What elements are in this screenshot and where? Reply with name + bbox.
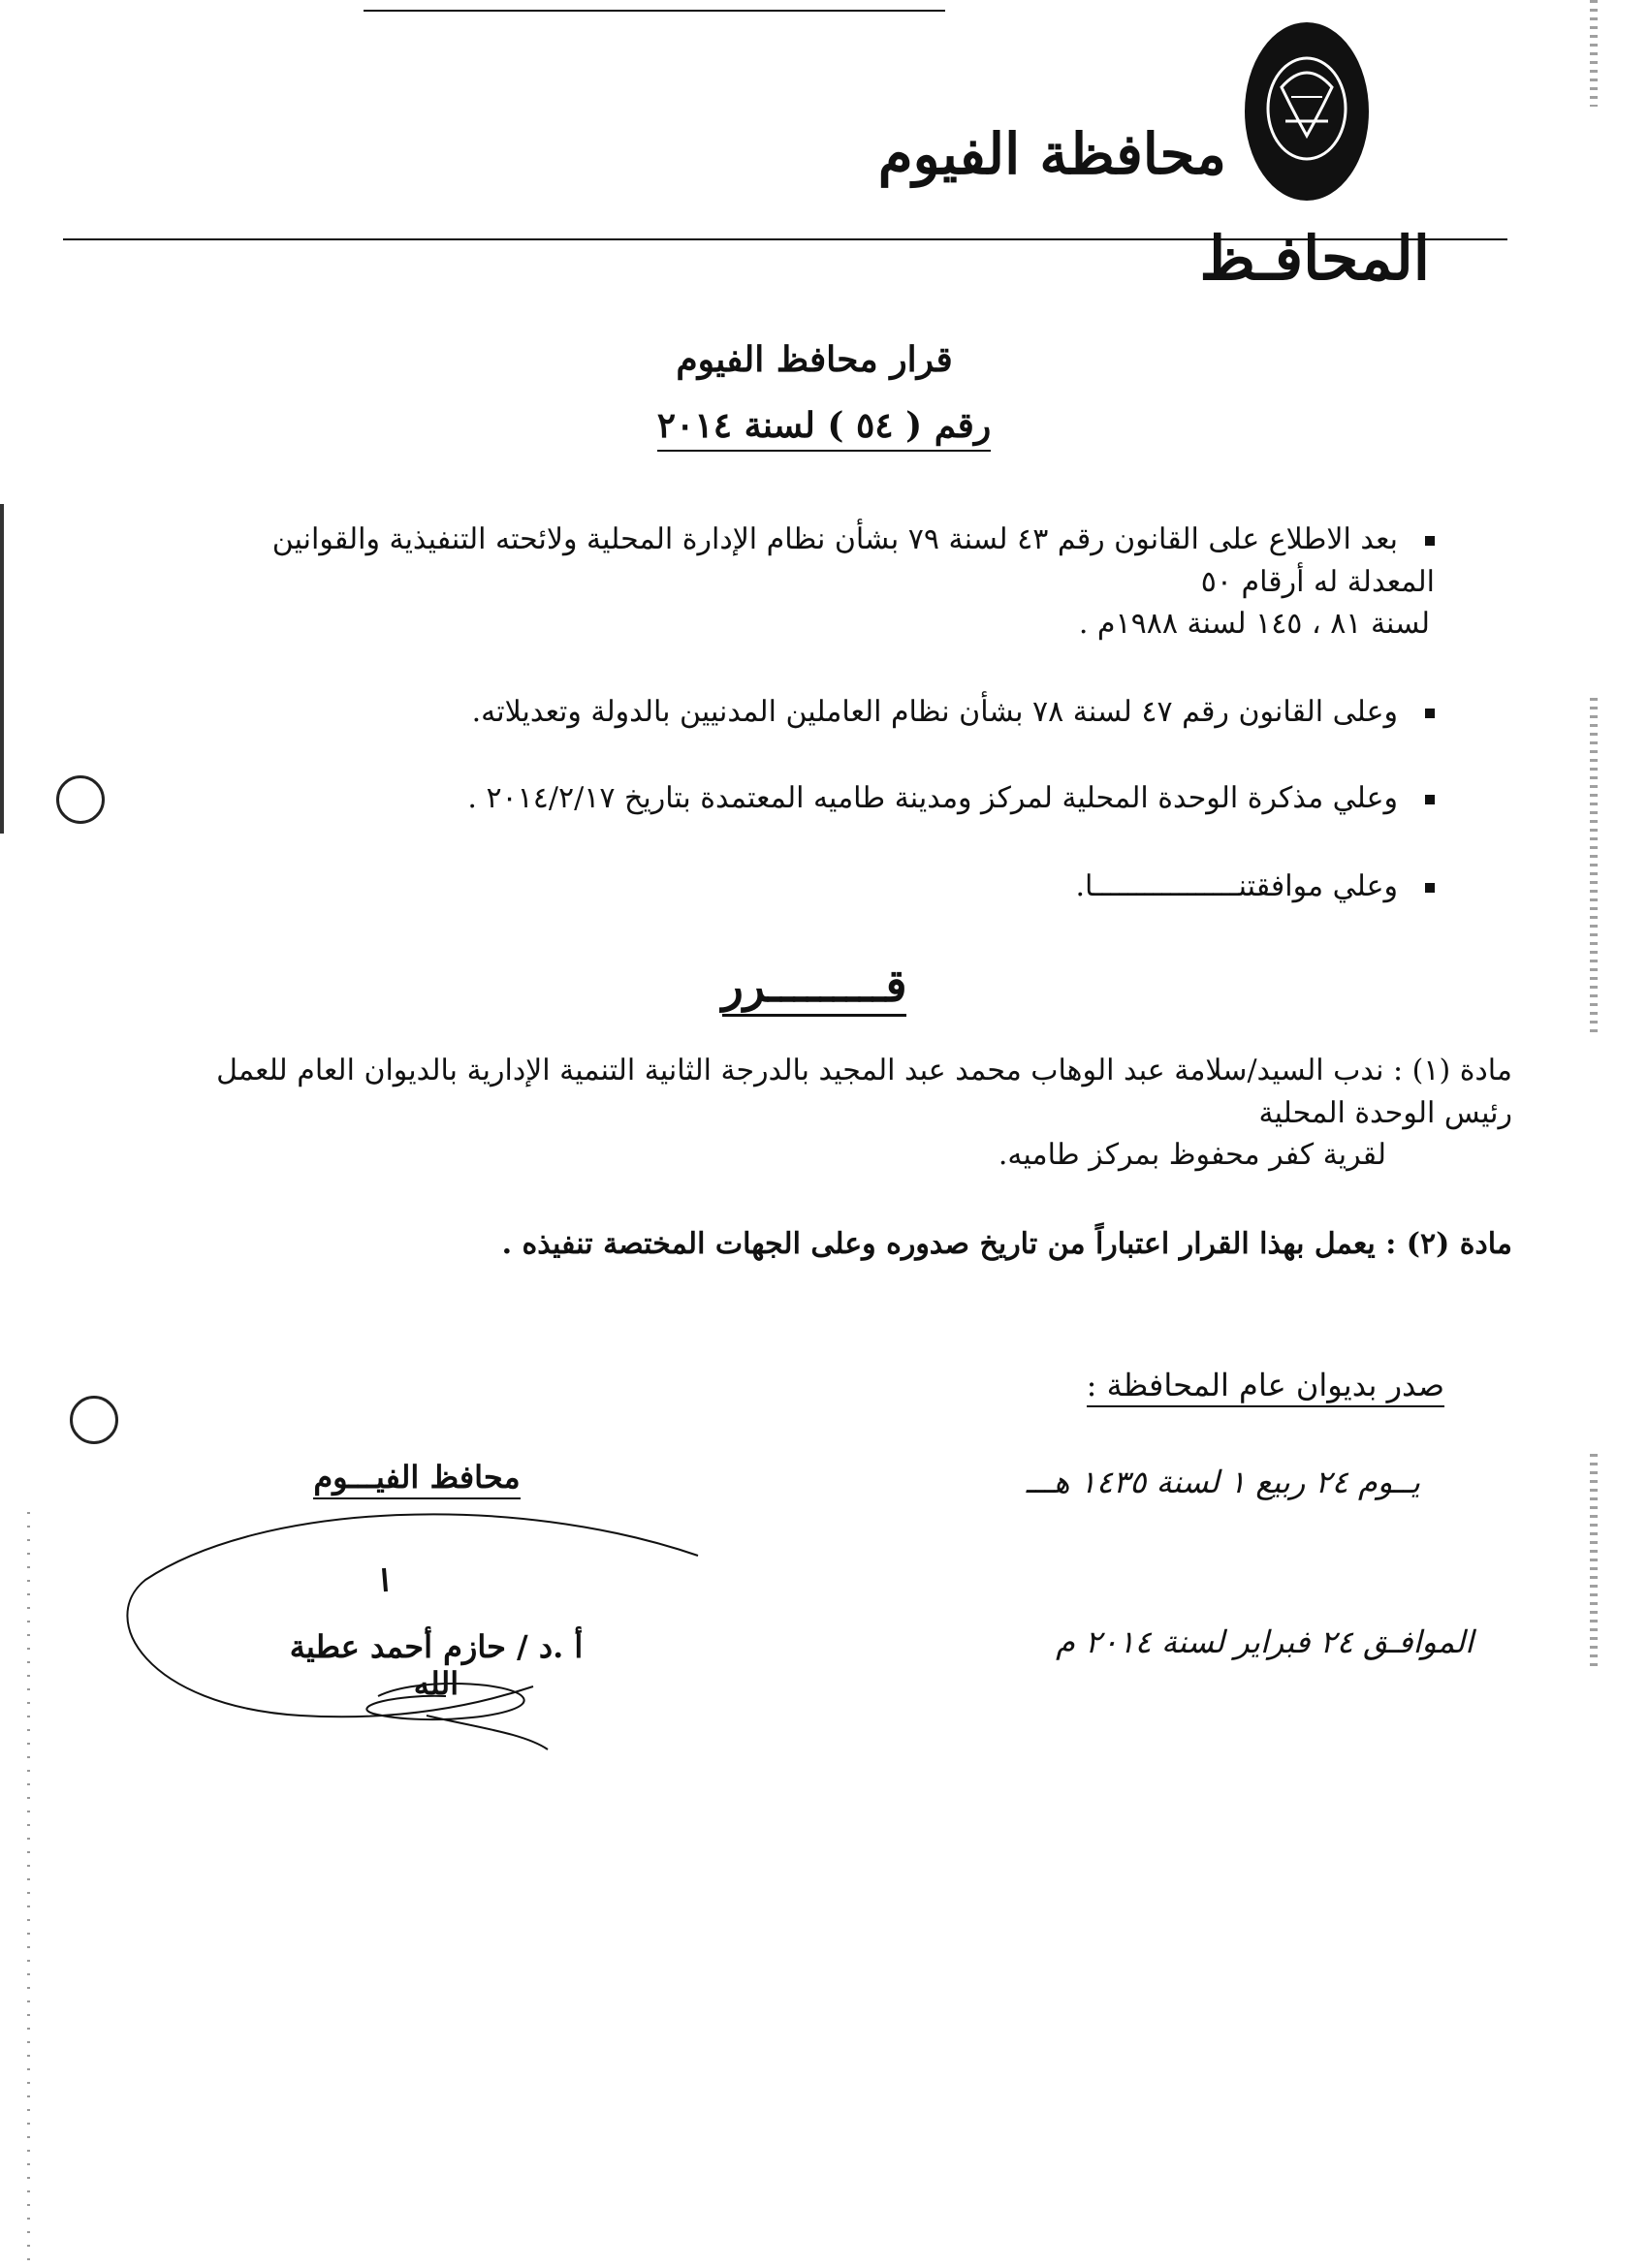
gregorian-date: الموافـق ٢٤ فبراير لسنة ٢٠١٤ م	[1056, 1623, 1474, 1660]
signatory-name: أ .د / حازم أحمد عطية الله	[289, 1628, 584, 1702]
signature-title: محافظ الفيـــوم	[313, 1459, 520, 1499]
top-scan-line	[364, 10, 945, 12]
governor-title: المحافـظ	[1199, 223, 1430, 294]
preamble-continuation: لسنة ٨١ ، ١٤٥ لسنة ١٩٨٨م .	[1078, 607, 1430, 641]
article-2: مادة (٢) : يعمل بهذا القرار اعتباراً من تاريخ صدوره وعلى الجهات المختصة تنفيذه .	[501, 1227, 1512, 1261]
bullet-square-icon	[1425, 795, 1435, 804]
decree-title: قرار محافظ الفيوم	[676, 339, 953, 380]
bullet-square-icon	[1425, 883, 1435, 893]
preamble-item	[213, 866, 1435, 908]
preamble-text: وعلى القانون رقم ٤٧ لسنة ٧٨ بشأن نظام العاملين المدنيين بالدولة وتعديلاته.	[471, 695, 1398, 729]
bullet-square-icon	[1425, 709, 1435, 718]
decision-heading: قـــــــــرر	[722, 960, 907, 1017]
article-1-continuation: لقرية كفر محفوظ بمركز طاميه.	[998, 1138, 1386, 1172]
article-1: مادة (١) : ندب السيد/سلامة عبد الوهاب محمد عبد المجيد بالدرجة الثانية التنمية الإدارية بالديوان العام للعمل رئيس الوحدة المحلية	[216, 1054, 1512, 1130]
governorate-name: محافظة الفيوم	[877, 121, 1226, 187]
bullet-square-icon	[1425, 536, 1435, 546]
preamble-item	[213, 777, 1435, 820]
hijri-date: يــوم ٢٤ ربيع ١ لسنة ١٤٣٥ هـــ	[1026, 1464, 1420, 1500]
decision-heading-wrap	[630, 960, 998, 1012]
scan-edge-mark	[1590, 698, 1598, 1037]
preamble-text: وعلي موافقتنـــــــــــــــــا.	[1075, 869, 1398, 903]
margin-stamp-mark	[70, 1396, 118, 1444]
issuance-label: صدر بديوان عام المحافظة :	[1087, 1367, 1444, 1407]
scan-edge-mark	[27, 1512, 30, 2268]
preamble-item	[213, 519, 1435, 604]
preamble-item	[213, 691, 1435, 734]
issuance-label-wrap	[863, 1367, 1444, 1403]
scan-edge-mark	[1590, 0, 1598, 107]
decree-number: رقم ( ٥٤ ) لسنة ٢٠١٤	[657, 405, 992, 452]
preamble-text: بعد الاطلاع على القانون رقم ٤٣ لسنة ٧٩ بشأن نظام الإدارة المحلية ولائحته التنفيذية والقوانين المعدلة له أرقام ٥٠	[271, 522, 1435, 599]
governorate-emblem	[1243, 19, 1371, 204]
scan-edge-mark	[1590, 1454, 1598, 1667]
preamble-text: وعلي مذكرة الوحدة المحلية لمركز ومدينة طاميه المعتمدة بتاريخ ٢٠١٤/٢/١٧ .	[467, 781, 1398, 815]
margin-stamp-mark	[56, 775, 105, 824]
scan-edge-mark	[0, 504, 4, 834]
decree-number-wrap	[620, 405, 1028, 446]
handwritten-signature	[107, 1473, 727, 1764]
